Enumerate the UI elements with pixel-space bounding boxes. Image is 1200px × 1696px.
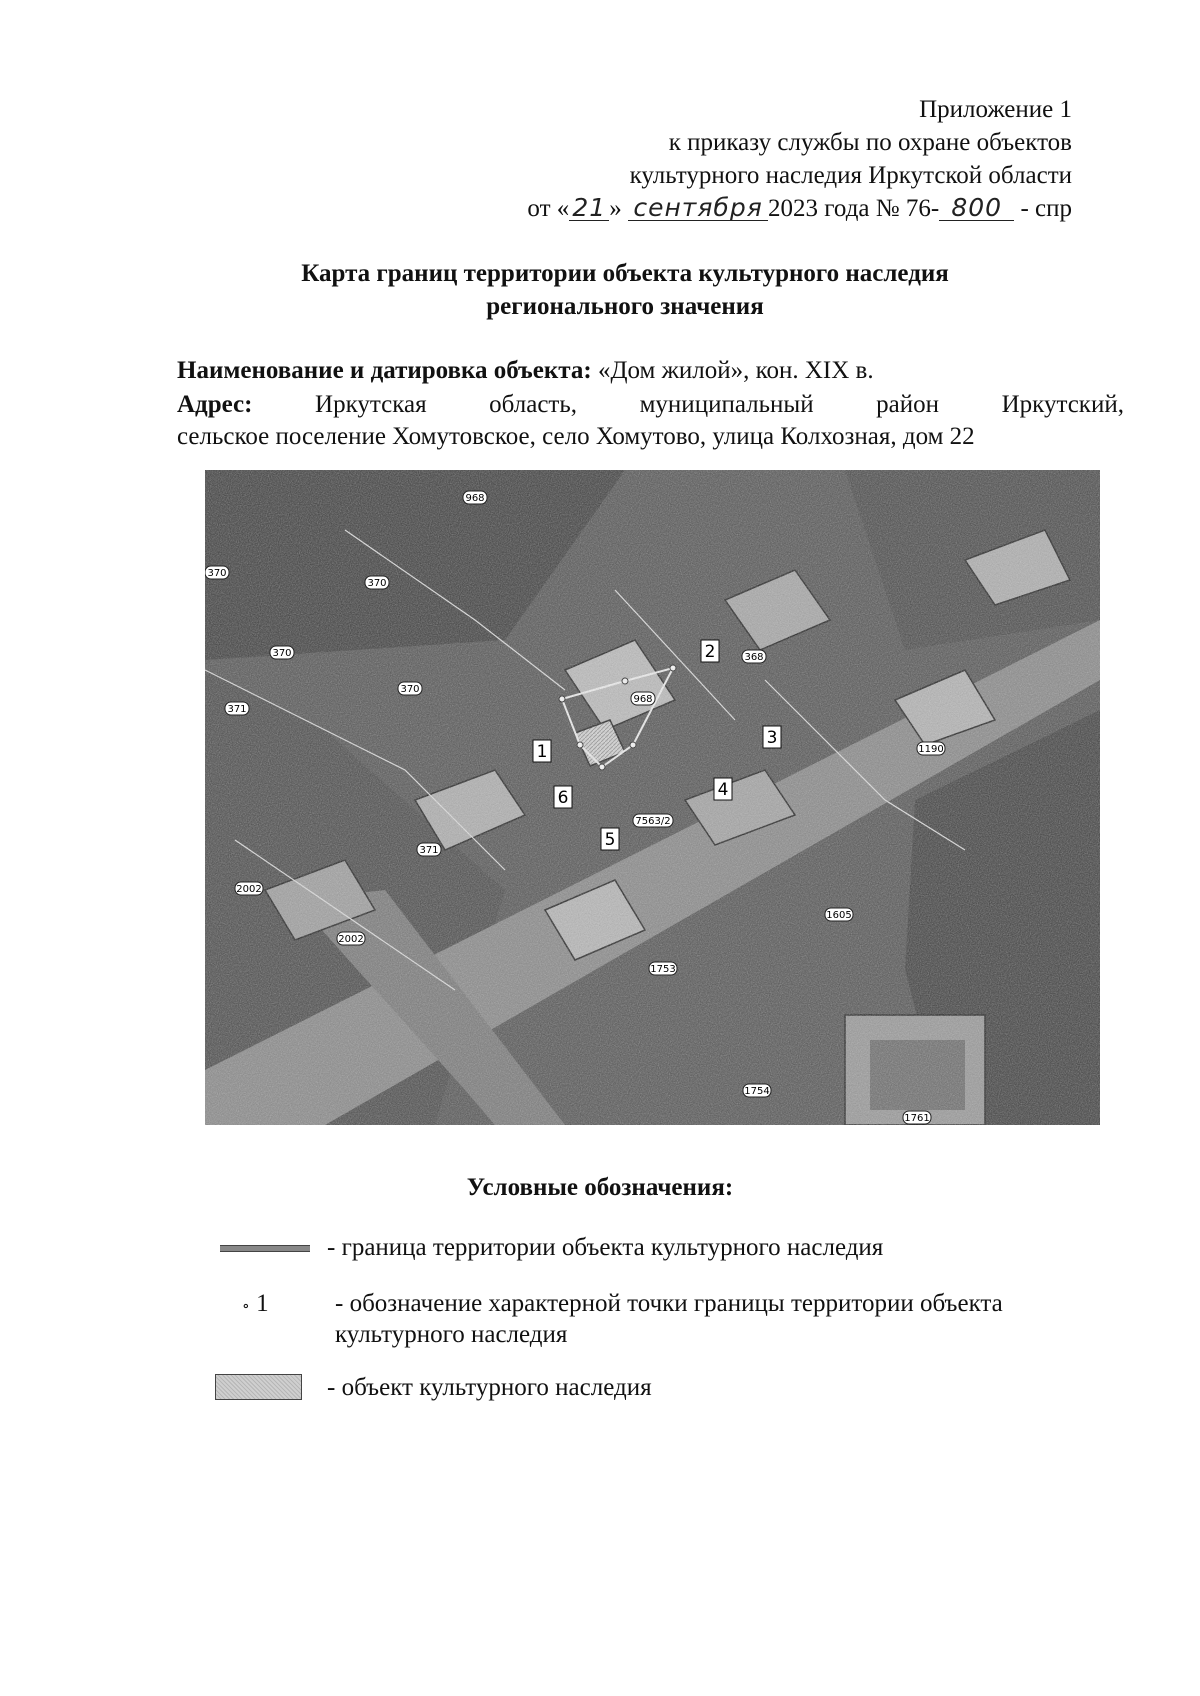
- handwritten-month: сентября: [628, 196, 768, 221]
- point-label: 4: [717, 780, 729, 800]
- date-quote-close: »: [609, 195, 622, 222]
- order-reference: к приказу службы по охране объектов: [668, 129, 1072, 156]
- parcel-label: 368: [744, 652, 764, 663]
- address-label: Адрес:: [177, 391, 253, 418]
- address-word: Иркутская: [315, 391, 427, 418]
- legend-point-text-line2: культурного наследия: [335, 1321, 568, 1348]
- address-line2: сельское поселение Хомутовское, село Хомутово, улица Колхозная, дом 22: [177, 423, 975, 450]
- object-name-label: Наименование и датировка объекта:: [177, 357, 592, 384]
- address-word: муниципальный: [639, 391, 814, 418]
- appendix-label: Приложение 1: [919, 96, 1072, 123]
- boundary-line-symbol: [220, 1245, 310, 1252]
- image-grain: [205, 470, 1100, 1125]
- point-label: 3: [766, 728, 778, 748]
- address-word: Иркутский,: [1001, 391, 1124, 418]
- legend-point-text: [335, 1288, 1135, 1350]
- point-label: 5: [604, 830, 616, 850]
- parcel-label: 371: [419, 845, 439, 856]
- point-label: 2: [704, 642, 716, 662]
- parcel-label: 370: [400, 684, 420, 695]
- legend-object-text: - объект культурного наследия: [327, 1374, 652, 1401]
- point-symbol: [242, 1288, 269, 1322]
- parcel-label: 2002: [236, 884, 262, 895]
- address-word: район: [876, 391, 940, 418]
- point-symbol-number: 1: [256, 1290, 269, 1317]
- order-date-line: [527, 194, 1072, 224]
- address-word: область,: [489, 391, 578, 418]
- parcel-label: 1190: [918, 744, 944, 755]
- parcel-label: 968: [633, 694, 653, 705]
- parcel-label: 1761: [904, 1113, 930, 1124]
- satellite-map: [205, 470, 1100, 1125]
- parcel-label: 1753: [650, 964, 676, 975]
- parcel-label: 1754: [744, 1086, 770, 1097]
- heritage-object-symbol: [215, 1374, 302, 1400]
- document-title-line2: регионального значения: [486, 293, 764, 320]
- date-prefix: от «: [527, 195, 570, 222]
- handwritten-day: 21: [569, 196, 609, 221]
- parcel-label: 371: [227, 704, 247, 715]
- year-and-number: 2023 года № 76-: [768, 195, 940, 222]
- parcel-label: 370: [367, 578, 387, 589]
- address-line1: [177, 390, 1124, 420]
- parcel-label: 370: [207, 568, 227, 579]
- point-label: 1: [536, 742, 548, 762]
- parcel-label: 7563/2: [635, 816, 671, 827]
- parcel-label: 2002: [338, 934, 364, 945]
- legend-boundary-text: - граница территории объекта культурного наследия: [327, 1234, 884, 1261]
- order-suffix: - спр: [1020, 195, 1072, 222]
- handwritten-number: 800: [939, 196, 1014, 221]
- parcel-label: 370: [272, 648, 292, 659]
- object-name-value: «Дом жилой», кон. XIX в.: [597, 357, 874, 384]
- parcel-label: 1605: [826, 910, 852, 921]
- legend-point-text-line1: - обозначение характерной точки границы территории объекта: [335, 1290, 1003, 1317]
- order-authority: культурного наследия Иркутской области: [629, 162, 1072, 189]
- map-svg: [205, 470, 1100, 1125]
- parcel-label: 968: [465, 493, 485, 504]
- point-circle-icon: ∘: [242, 1298, 250, 1315]
- point-label: 6: [557, 788, 569, 808]
- document-title-line1: Карта границ территории объекта культурного наследия: [301, 260, 949, 287]
- legend-title: Условные обозначения:: [466, 1174, 734, 1201]
- object-name-line: [177, 356, 1124, 386]
